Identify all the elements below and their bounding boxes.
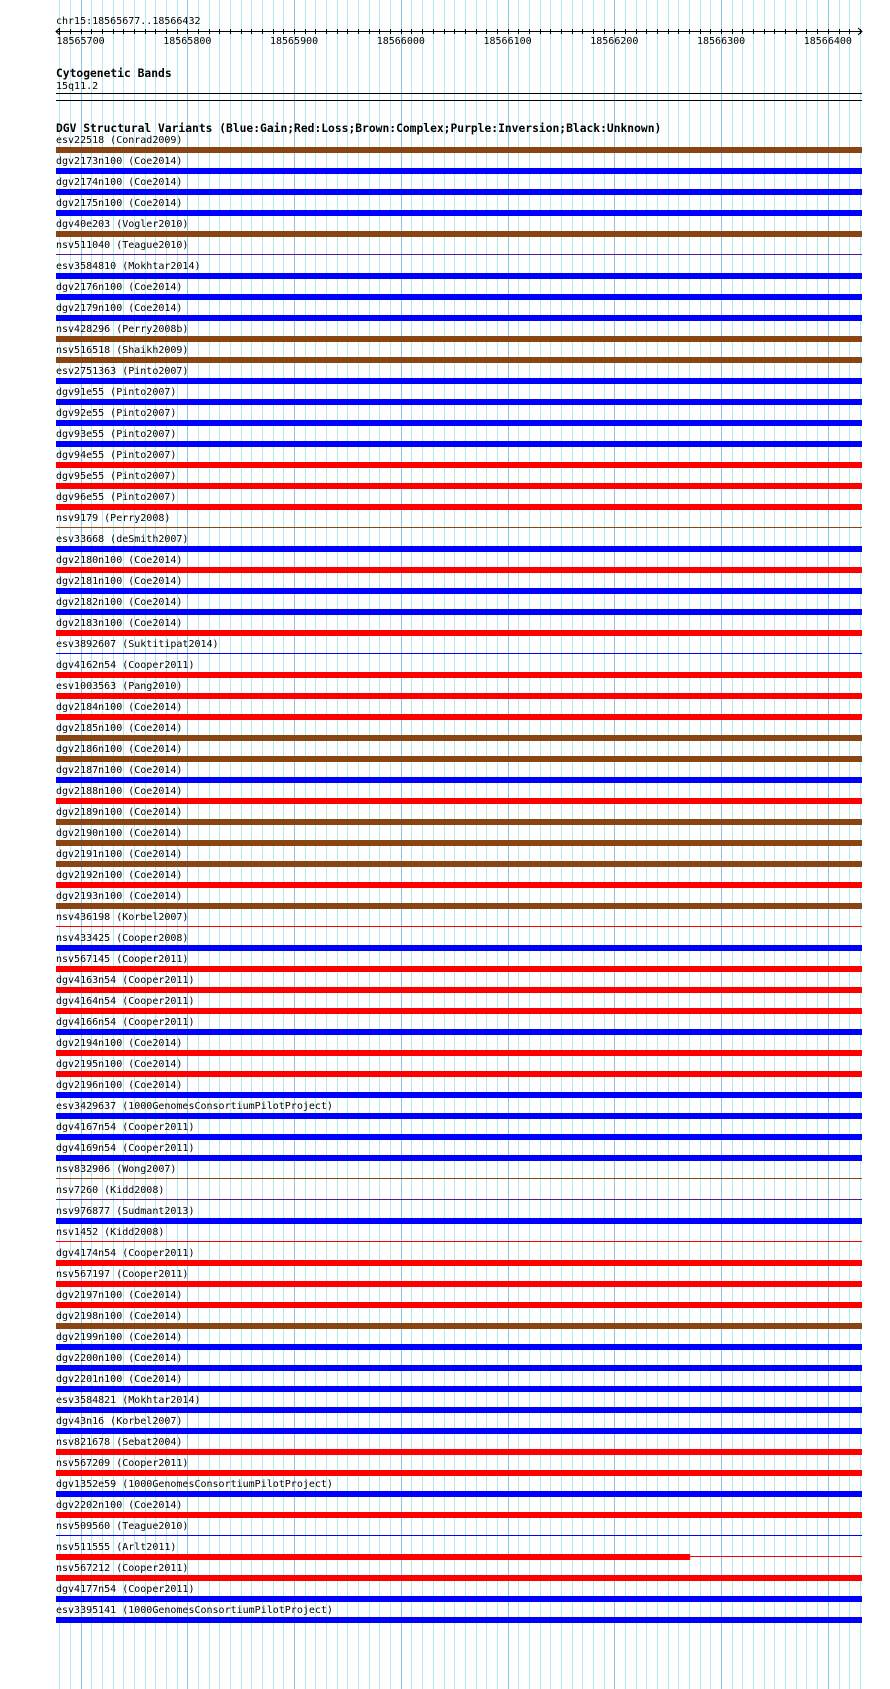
variant-feature[interactable] xyxy=(56,1017,862,1035)
variant-bar[interactable] xyxy=(56,378,862,384)
cytoband-track xyxy=(56,67,862,101)
variant-bar[interactable] xyxy=(56,1281,862,1287)
variant-bar[interactable] xyxy=(56,1575,862,1581)
variant-bar[interactable] xyxy=(56,147,862,153)
variant-label[interactable]: dgv2175n100 (Coe2014) xyxy=(56,198,183,209)
variant-feature[interactable] xyxy=(56,429,862,447)
variant-bar[interactable] xyxy=(56,714,862,720)
variant-label[interactable]: dgv2198n100 (Coe2014) xyxy=(56,1311,183,1322)
variant-label[interactable]: dgv2201n100 (Coe2014) xyxy=(56,1374,183,1385)
variant-bar[interactable] xyxy=(56,462,862,468)
location-label: chr15:18565677..18566432 xyxy=(56,16,201,27)
variant-label[interactable]: dgv2179n100 (Coe2014) xyxy=(56,303,183,314)
variant-feature[interactable] xyxy=(56,702,862,720)
variant-bar[interactable] xyxy=(56,653,862,654)
variant-label[interactable]: dgv43n16 (Korbel2007) xyxy=(56,1416,183,1427)
variant-feature[interactable] xyxy=(56,912,862,927)
variant-bar[interactable] xyxy=(56,546,862,552)
variant-label[interactable]: dgv2194n100 (Coe2014) xyxy=(56,1038,183,1049)
variant-feature[interactable] xyxy=(56,765,862,783)
variant-label[interactable]: dgv2188n100 (Coe2014) xyxy=(56,786,183,797)
variant-feature[interactable] xyxy=(56,597,862,615)
variant-bar[interactable] xyxy=(56,630,862,636)
variant-feature[interactable] xyxy=(56,576,862,594)
variant-feature[interactable] xyxy=(56,1332,862,1350)
variant-bar[interactable] xyxy=(56,1092,862,1098)
variant-bar[interactable] xyxy=(56,336,862,342)
variant-label[interactable]: dgv4174n54 (Cooper2011) xyxy=(56,1248,195,1259)
variant-label[interactable]: esv1003563 (Pang2010) xyxy=(56,681,183,692)
variant-feature[interactable] xyxy=(56,723,862,741)
variant-bar[interactable] xyxy=(56,1470,862,1476)
ruler-tick-label: 18566100 xyxy=(483,36,532,47)
variant-feature[interactable] xyxy=(56,471,862,489)
variant-label[interactable]: dgv2185n100 (Coe2014) xyxy=(56,723,183,734)
ruler xyxy=(56,16,862,47)
variant-bar[interactable] xyxy=(56,1344,862,1350)
variant-bar[interactable] xyxy=(56,1050,862,1056)
variant-feature[interactable] xyxy=(56,786,862,804)
variant-label[interactable]: dgv2195n100 (Coe2014) xyxy=(56,1059,183,1070)
variant-bar[interactable] xyxy=(56,504,862,510)
variant-label[interactable]: dgv2181n100 (Coe2014) xyxy=(56,576,183,587)
variant-feature[interactable] xyxy=(56,1311,862,1329)
variant-feature[interactable] xyxy=(56,618,862,636)
dgv-track xyxy=(56,122,862,1623)
variant-bar[interactable] xyxy=(56,168,862,174)
variant-bar[interactable] xyxy=(56,1302,862,1308)
variant-feature[interactable] xyxy=(56,891,862,909)
variant-feature[interactable] xyxy=(56,240,862,255)
variant-feature[interactable] xyxy=(56,513,862,528)
variant-label[interactable]: dgv94e55 (Pinto2007) xyxy=(56,450,177,461)
variant-label[interactable]: esv3429637 (1000GenomesConsortiumPilotProject) xyxy=(56,1101,333,1112)
variant-label[interactable]: dgv2186n100 (Coe2014) xyxy=(56,744,183,755)
variant-label[interactable]: nsv7260 (Kidd2008) xyxy=(56,1185,165,1196)
variant-label[interactable]: esv33668 (deSmith2007) xyxy=(56,534,189,545)
variant-feature[interactable] xyxy=(56,408,862,426)
variant-label[interactable]: dgv2191n100 (Coe2014) xyxy=(56,849,183,860)
variant-label[interactable]: nsv567212 (Cooper2011) xyxy=(56,1563,189,1574)
variant-feature[interactable] xyxy=(56,534,862,552)
variant-label[interactable]: dgv40e203 (Vogler2010) xyxy=(56,219,189,230)
variant-label[interactable]: nsv976877 (Sudmant2013) xyxy=(56,1206,195,1217)
variant-label[interactable]: dgv2193n100 (Coe2014) xyxy=(56,891,183,902)
variant-label[interactable]: dgv96e55 (Pinto2007) xyxy=(56,492,177,503)
variant-label[interactable]: dgv91e55 (Pinto2007) xyxy=(56,387,177,398)
variant-bar[interactable] xyxy=(56,609,862,615)
variant-feature[interactable] xyxy=(56,1143,862,1161)
variant-bar[interactable] xyxy=(56,315,862,321)
variant-bar[interactable] xyxy=(56,903,862,909)
variant-label[interactable]: nsv428296 (Perry2008b) xyxy=(56,324,189,335)
track-divider xyxy=(56,100,862,101)
variant-feature[interactable] xyxy=(56,303,862,321)
variant-feature[interactable] xyxy=(56,1437,862,1455)
variant-feature[interactable] xyxy=(56,744,862,762)
variant-bar[interactable] xyxy=(56,1323,862,1329)
variant-label[interactable]: nsv832906 (Wong2007) xyxy=(56,1164,177,1175)
variant-bar[interactable] xyxy=(56,861,862,867)
variant-label[interactable]: dgv4164n54 (Cooper2011) xyxy=(56,996,195,1007)
ruler-tick-label: 18566400 xyxy=(803,36,852,47)
variant-bar[interactable] xyxy=(56,441,862,447)
variant-bar[interactable] xyxy=(56,1029,862,1035)
variant-bar[interactable] xyxy=(56,1260,862,1266)
variant-feature[interactable] xyxy=(56,1353,862,1371)
cytoband-label: 15q11.2 xyxy=(56,81,99,92)
variant-bar[interactable] xyxy=(56,254,862,255)
variant-feature[interactable] xyxy=(56,954,862,972)
variant-label[interactable]: dgv4163n54 (Cooper2011) xyxy=(56,975,195,986)
variant-feature[interactable] xyxy=(56,828,862,846)
variant-feature[interactable] xyxy=(56,177,862,195)
cytoband-track-title[interactable]: Cytogenetic Bands xyxy=(56,67,172,80)
variant-feature[interactable] xyxy=(56,1080,862,1098)
variant-bar[interactable] xyxy=(56,527,862,528)
variant-label[interactable]: nsv433425 (Cooper2008) xyxy=(56,933,189,944)
variant-bar[interactable] xyxy=(56,1596,862,1602)
variant-bar[interactable] xyxy=(56,1134,862,1140)
variant-feature[interactable] xyxy=(56,975,862,993)
variant-feature[interactable] xyxy=(56,1269,862,1287)
variant-feature[interactable] xyxy=(56,135,862,153)
ruler-tick-label: 18565900 xyxy=(269,36,319,47)
variant-bar[interactable] xyxy=(56,819,862,825)
variant-bar[interactable] xyxy=(56,1407,862,1413)
variant-bar[interactable] xyxy=(56,273,862,279)
variant-bar[interactable] xyxy=(56,210,862,216)
variant-feature[interactable] xyxy=(56,555,862,573)
variant-label[interactable]: esv22518 (Conrad2009) xyxy=(56,135,183,146)
variant-bar[interactable] xyxy=(56,1512,862,1518)
variant-label[interactable]: dgv2192n100 (Coe2014) xyxy=(56,870,183,881)
variant-feature[interactable] xyxy=(56,870,862,888)
variant-label[interactable]: dgv2183n100 (Coe2014) xyxy=(56,618,183,629)
variant-label[interactable]: dgv1352e59 (1000GenomesConsortiumPilotProject) xyxy=(56,1479,333,1490)
variant-label[interactable]: dgv2190n100 (Coe2014) xyxy=(56,828,183,839)
variant-label[interactable]: dgv4177n54 (Cooper2011) xyxy=(56,1584,195,1595)
variant-feature[interactable] xyxy=(56,492,862,510)
variant-bar[interactable] xyxy=(56,1218,862,1224)
variant-bar[interactable] xyxy=(56,1178,862,1179)
variant-bar[interactable] xyxy=(56,231,862,237)
variant-feature[interactable] xyxy=(56,282,862,300)
variant-bar[interactable] xyxy=(56,357,862,363)
variant-label[interactable]: dgv4169n54 (Cooper2011) xyxy=(56,1143,195,1154)
variant-bar[interactable] xyxy=(56,420,862,426)
variant-bar[interactable] xyxy=(56,926,862,927)
variant-bar[interactable] xyxy=(56,1008,862,1014)
variant-feature[interactable] xyxy=(56,1479,862,1497)
variant-feature[interactable] xyxy=(56,1563,862,1581)
variant-label[interactable]: dgv2189n100 (Coe2014) xyxy=(56,807,183,818)
variant-feature[interactable] xyxy=(56,450,862,468)
variant-label[interactable]: esv2751363 (Pinto2007) xyxy=(56,366,189,377)
variant-feature[interactable] xyxy=(56,1059,862,1077)
variant-label[interactable]: nsv9179 (Perry2008) xyxy=(56,513,171,524)
track-divider xyxy=(56,93,862,94)
variant-label[interactable]: dgv92e55 (Pinto2007) xyxy=(56,408,177,419)
variant-label[interactable]: nsv511555 (Arlt2011) xyxy=(56,1542,177,1553)
variant-feature[interactable] xyxy=(56,996,862,1014)
ruler-tick-label: 18565700 xyxy=(56,36,105,47)
variant-feature[interactable] xyxy=(56,1416,862,1434)
variant-bar[interactable] xyxy=(56,882,862,888)
variant-label[interactable]: dgv4166n54 (Cooper2011) xyxy=(56,1017,195,1028)
variant-label[interactable]: dgv2202n100 (Coe2014) xyxy=(56,1500,183,1511)
variant-feature[interactable] xyxy=(56,660,862,678)
variant-bar[interactable] xyxy=(56,294,862,300)
variant-feature[interactable] xyxy=(56,1584,862,1602)
variant-bar[interactable] xyxy=(56,987,862,993)
variant-feature[interactable] xyxy=(56,807,862,825)
variant-label[interactable]: dgv4167n54 (Cooper2011) xyxy=(56,1122,195,1133)
variant-bar[interactable] xyxy=(56,1155,862,1161)
variant-feature[interactable] xyxy=(56,261,862,279)
variant-feature[interactable] xyxy=(56,219,862,237)
ruler-tick-label: 18566300 xyxy=(696,36,746,47)
variant-feature[interactable] xyxy=(56,1500,862,1518)
variant-label[interactable]: dgv2182n100 (Coe2014) xyxy=(56,597,183,608)
ruler-tick-label: 18566200 xyxy=(590,36,639,47)
variant-feature[interactable] xyxy=(56,849,862,867)
variant-feature[interactable] xyxy=(56,1038,862,1056)
variant-bar[interactable] xyxy=(56,189,862,195)
variant-label[interactable]: dgv2187n100 (Coe2014) xyxy=(56,765,183,776)
variant-label[interactable]: dgv2174n100 (Coe2014) xyxy=(56,177,183,188)
variant-label[interactable]: dgv2173n100 (Coe2014) xyxy=(56,156,183,167)
variant-feature[interactable] xyxy=(56,1458,862,1476)
variant-label[interactable]: dgv2196n100 (Coe2014) xyxy=(56,1080,183,1091)
variant-label[interactable]: nsv567197 (Cooper2011) xyxy=(56,1269,189,1280)
variant-bar[interactable] xyxy=(56,1617,862,1623)
variant-label[interactable]: dgv2180n100 (Coe2014) xyxy=(56,555,183,566)
variant-bar[interactable] xyxy=(56,483,862,489)
variant-feature[interactable] xyxy=(56,1185,862,1200)
variant-label[interactable]: dgv93e55 (Pinto2007) xyxy=(56,429,177,440)
variant-label[interactable]: nsv509560 (Teague2010) xyxy=(56,1521,189,1532)
variant-bar[interactable] xyxy=(56,399,862,405)
variant-label[interactable]: esv3584810 (Mokhtar2014) xyxy=(56,261,201,272)
variant-label[interactable]: nsv436198 (Korbel2007) xyxy=(56,912,189,923)
variant-bar[interactable] xyxy=(56,1491,862,1497)
variant-feature[interactable] xyxy=(56,387,862,405)
variant-label[interactable]: esv3395141 (1000GenomesConsortiumPilotProject) xyxy=(56,1605,333,1616)
variant-feature[interactable] xyxy=(56,1101,862,1119)
variant-bar[interactable] xyxy=(56,1449,862,1455)
variant-bar[interactable] xyxy=(56,1428,862,1434)
variant-bar[interactable] xyxy=(56,945,862,951)
dgv-track-title[interactable]: DGV Structural Variants (Blue:Gain;Red:Loss;Brown:Complex;Purple:Inversion;Black:Unknown) xyxy=(56,122,662,135)
variant-bar[interactable] xyxy=(56,588,862,594)
variant-feature[interactable] xyxy=(56,1542,862,1560)
variant-feature[interactable] xyxy=(56,681,862,699)
variant-label[interactable]: dgv2184n100 (Coe2014) xyxy=(56,702,183,713)
variant-label[interactable]: nsv567209 (Cooper2011) xyxy=(56,1458,189,1469)
variant-label[interactable]: dgv2197n100 (Coe2014) xyxy=(56,1290,183,1301)
variant-bar[interactable] xyxy=(56,567,862,573)
variant-bar[interactable] xyxy=(56,1535,862,1536)
variant-bar[interactable] xyxy=(56,1365,862,1371)
variant-bar[interactable] xyxy=(56,1199,862,1200)
variant-bar[interactable] xyxy=(56,1386,862,1392)
variant-feature[interactable] xyxy=(56,1290,862,1308)
variant-bar-extension[interactable] xyxy=(690,1556,862,1557)
variant-bar[interactable] xyxy=(56,693,862,699)
variant-bar[interactable] xyxy=(56,1554,690,1560)
ruler-tick-label: 18566000 xyxy=(376,36,425,47)
variant-label[interactable]: nsv567145 (Cooper2011) xyxy=(56,954,189,965)
variant-label[interactable]: esv3892607 (Suktitipat2014) xyxy=(56,639,219,650)
variant-feature[interactable] xyxy=(56,1374,862,1392)
variant-feature[interactable] xyxy=(56,198,862,216)
variant-bar[interactable] xyxy=(56,1113,862,1119)
variant-feature[interactable] xyxy=(56,324,862,342)
variant-feature[interactable] xyxy=(56,366,862,384)
variant-feature[interactable] xyxy=(56,345,862,363)
variant-feature[interactable] xyxy=(56,1122,862,1140)
variant-bar[interactable] xyxy=(56,1241,862,1242)
variant-label[interactable]: dgv95e55 (Pinto2007) xyxy=(56,471,177,482)
variant-label[interactable]: nsv821678 (Sebat2004) xyxy=(56,1437,183,1448)
variant-label[interactable]: esv3584821 (Mokhtar2014) xyxy=(56,1395,201,1406)
variant-bar[interactable] xyxy=(56,672,862,678)
variant-bar[interactable] xyxy=(56,735,862,741)
variant-feature[interactable] xyxy=(56,156,862,174)
variant-bar[interactable] xyxy=(56,966,862,972)
variant-bar[interactable] xyxy=(56,1071,862,1077)
variant-feature[interactable] xyxy=(56,1605,862,1623)
variant-label[interactable]: nsv516518 (Shaikh2009) xyxy=(56,345,189,356)
ruler-tick-label: 18565800 xyxy=(163,36,212,47)
variant-feature[interactable] xyxy=(56,1164,862,1179)
variant-feature[interactable] xyxy=(56,1206,862,1224)
variant-feature[interactable] xyxy=(56,1248,862,1266)
variant-feature[interactable] xyxy=(56,933,862,951)
variant-feature[interactable] xyxy=(56,639,862,654)
variant-label[interactable]: dgv2200n100 (Coe2014) xyxy=(56,1353,183,1364)
variant-feature[interactable] xyxy=(56,1521,862,1536)
variant-label[interactable]: nsv511040 (Teague2010) xyxy=(56,240,189,251)
variant-bar[interactable] xyxy=(56,777,862,783)
variant-label[interactable]: nsv1452 (Kidd2008) xyxy=(56,1227,165,1238)
variant-feature[interactable] xyxy=(56,1395,862,1413)
variant-feature[interactable] xyxy=(56,1227,862,1242)
variant-label[interactable]: dgv4162n54 (Cooper2011) xyxy=(56,660,195,671)
variant-bar[interactable] xyxy=(56,840,862,846)
variant-label[interactable]: dgv2199n100 (Coe2014) xyxy=(56,1332,183,1343)
variant-label[interactable]: dgv2176n100 (Coe2014) xyxy=(56,282,183,293)
variant-bar[interactable] xyxy=(56,798,862,804)
variant-bar[interactable] xyxy=(56,756,862,762)
